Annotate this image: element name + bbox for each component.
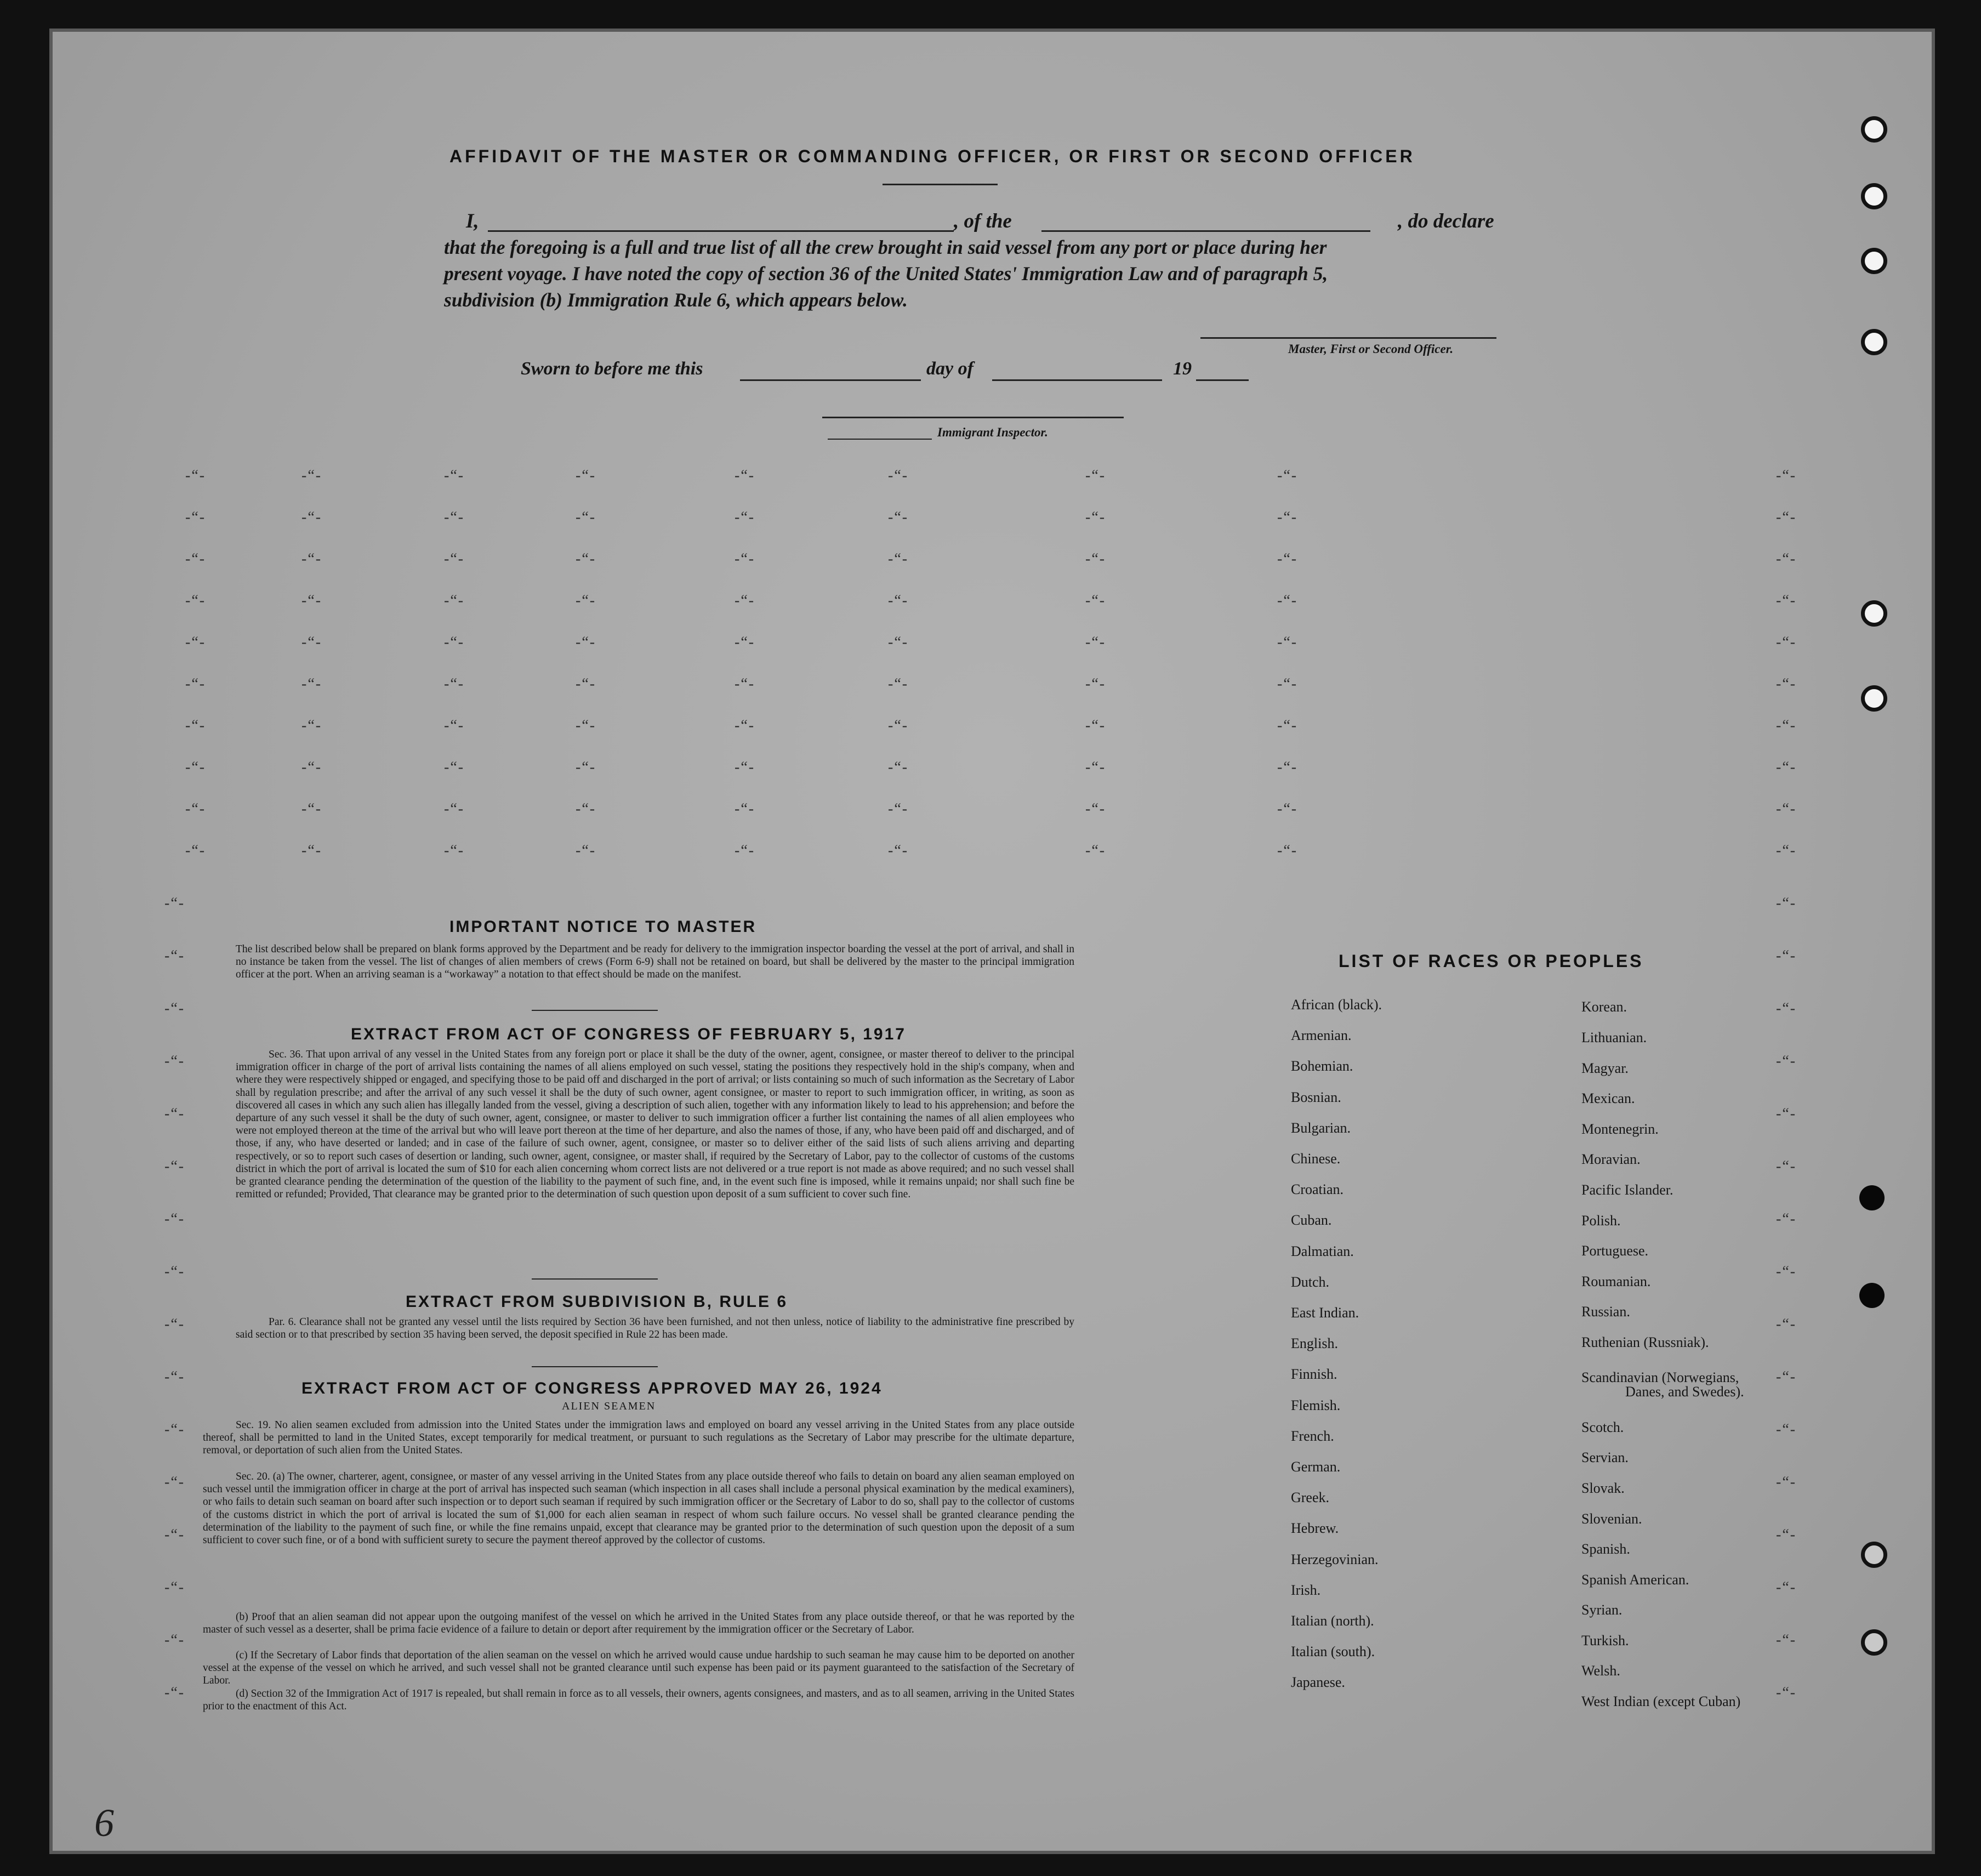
- ditto-mark: -“-: [1776, 592, 1797, 609]
- ditto-mark: -“-: [164, 1210, 185, 1227]
- ditto-mark: -“-: [185, 592, 206, 609]
- ditto-mark: -“-: [576, 675, 596, 692]
- ditto-mark: -“-: [444, 675, 465, 692]
- ditto-mark: -“-: [1085, 592, 1106, 609]
- ditto-mark: -“-: [1776, 1421, 1797, 1438]
- ditto-mark: -“-: [444, 509, 465, 526]
- race-item: Bosnian.: [1291, 1089, 1341, 1105]
- ditto-mark: -“-: [888, 675, 909, 692]
- ditto-mark: -“-: [164, 1421, 185, 1438]
- race-item: Portuguese.: [1581, 1243, 1649, 1259]
- ditto-mark: -“-: [301, 550, 322, 567]
- ditto-mark: -“-: [576, 467, 596, 484]
- ditto-mark: -“-: [164, 1579, 185, 1596]
- ditto-mark: -“-: [1776, 1474, 1797, 1491]
- ditto-mark: -“-: [1776, 947, 1797, 964]
- ditto-mark: -“-: [301, 592, 322, 609]
- affidavit-of-the: , of the: [954, 210, 1012, 232]
- ditto-mark: -“-: [576, 842, 596, 859]
- race-item: Chinese.: [1291, 1151, 1341, 1167]
- race-item: Slovenian.: [1581, 1511, 1642, 1527]
- ditto-mark: -“-: [735, 592, 755, 609]
- race-item: West Indian (except Cuban): [1581, 1693, 1741, 1709]
- race-item: Spanish.: [1581, 1541, 1630, 1557]
- ditto-mark: -“-: [1085, 717, 1106, 734]
- ditto-mark: -“-: [444, 592, 465, 609]
- ditto-mark: -“-: [888, 717, 909, 734]
- ditto-mark: -“-: [444, 800, 465, 817]
- ditto-mark: -“-: [1776, 1631, 1797, 1648]
- ditto-mark: -“-: [1085, 634, 1106, 651]
- race-item: Italian (north).: [1291, 1613, 1374, 1629]
- ditto-mark: -“-: [1277, 675, 1298, 692]
- race-item: Danes, and Swedes).: [1625, 1384, 1744, 1400]
- ditto-mark: -“-: [735, 550, 755, 567]
- ditto-mark: -“-: [1085, 467, 1106, 484]
- inspector-prefix-line: [828, 439, 932, 440]
- ditto-mark: -“-: [1776, 1684, 1797, 1701]
- affidavit-line-2: that the foregoing is a full and true list of all the crew brought in said vessel from any port or place during her: [444, 236, 1327, 258]
- race-item: Bulgarian.: [1291, 1119, 1351, 1136]
- affidavit-line-3: present voyage. I have noted the copy of section 36 of the United States' Immigration Law and of paragraph 5,: [444, 263, 1328, 285]
- affidavit-title-underline: [883, 184, 998, 185]
- ditto-mark: -“-: [888, 800, 909, 817]
- ditto-mark: -“-: [1277, 634, 1298, 651]
- ditto-mark: -“-: [1776, 675, 1797, 692]
- ditto-mark: -“-: [1085, 842, 1106, 859]
- race-item: Polish.: [1581, 1213, 1621, 1229]
- ditto-mark: -“-: [301, 634, 322, 651]
- extract-1917-body: Sec. 36. That upon arrival of any vessel in the United States from any foreign port or place it shall be the duty of the owner, agent, consignee, or master thereof to deliver to the principal immigration officer in charge of the port of arrival lists containing the names of all aliens employed on such vessel, stating the positions they respectively hold in the ship's company, when and where they were respectively shipped or engaged, and specifying those to be paid off and discharged in the port of arrival; or lists containing so much of such information as the Secretary of Labor shall by regulation prescribe; and after the arrival of any such vessel it shall be the duty of such owner, agent consignee, or master to report to such immigration officer, in writing, as soon as discovered all cases in which any such alien has illegally landed from the vessel, giving a description of such alien, together with any information likely to lead to his apprehension; and before the departure of any such vessel it shall be the duty of such owner, agent, consignee, or master to deliver to such immigration officer a further list containing the names of all alien employees who were not employed thereon at the time of the arrival but who will leave port thereon at the time of her departure, and also the names of those, if any, who have been paid off and discharged, and of those, if any, who have deserted or landed; and in case of the failure of such owner, agent, consignee, or master so to deliver either of the said lists of such aliens arriving and departing respectively, or so to report such cases of desertion or landing, such owner, agent, consignee, or master shall, if required by the Secretary of Labor, pay to the collector of customs of the customs district in which the port of arrival is located the sum of $10 for each alien concerning whom correct lists are not delivered or a true report is not made as above required; and no such vessel shall be granted clearance pending the determination of the question of the liability to the payment of such fine, and, in the event such fine is imposed, while it remains unpaid; nor shall such fine be remitted or refunded; Provided, That clearance may be granted prior to the determination of such question upon deposit of a sum sufficient to cover such fine.: [236, 1049, 1074, 1201]
- ditto-mark: -“-: [1776, 634, 1797, 651]
- race-item: Welsh.: [1581, 1663, 1620, 1679]
- ditto-mark: -“-: [1277, 759, 1298, 776]
- manifest-sheet: [49, 29, 1935, 1854]
- affidavit-name-blank[interactable]: [488, 230, 954, 232]
- binder-hole-5: [1861, 600, 1887, 627]
- ditto-mark: -“-: [888, 759, 909, 776]
- inspector-caption: Immigrant Inspector.: [937, 425, 1048, 439]
- ditto-mark: -“-: [164, 1053, 185, 1070]
- extract-1924-title: EXTRACT FROM ACT OF CONGRESS APPROVED MAY 26, 1924: [301, 1379, 883, 1397]
- binder-hole-7: [1859, 1185, 1885, 1210]
- ditto-mark: -“-: [735, 634, 755, 651]
- ditto-mark: -“-: [1085, 675, 1106, 692]
- ditto-mark: -“-: [164, 947, 185, 964]
- race-item: Spanish American.: [1581, 1572, 1689, 1588]
- ditto-mark: -“-: [1277, 717, 1298, 734]
- affidavit-vessel-blank[interactable]: [1041, 230, 1370, 232]
- affidavit-title: AFFIDAVIT OF THE MASTER OR COMMANDING OFFICER, OR FIRST OR SECOND OFFICER: [449, 146, 1415, 166]
- master-signature-line[interactable]: [1200, 337, 1496, 339]
- ditto-mark: -“-: [164, 895, 185, 912]
- ditto-mark: -“-: [1776, 842, 1797, 859]
- ditto-mark: -“-: [1085, 550, 1106, 567]
- extract-1924-sec20d: (d) Section 32 of the Immigration Act of 1917 is repealed, but shall remain in force as to all vessels, their owners, agents consignees, and masters, and as to all seamen, arriving in the United States prior to the enactment of this Act.: [203, 1688, 1074, 1713]
- ditto-mark: -“-: [576, 509, 596, 526]
- race-item: Japanese.: [1291, 1674, 1345, 1691]
- ditto-mark: -“-: [1776, 550, 1797, 567]
- binder-hole-1: [1861, 116, 1887, 143]
- ditto-mark: -“-: [301, 509, 322, 526]
- binder-hole-8: [1859, 1283, 1885, 1308]
- affidavit-line-4: subdivision (b) Immigration Rule 6, which appears below.: [444, 289, 908, 311]
- ditto-mark: -“-: [1776, 467, 1797, 484]
- extract-1924-sec20c: (c) If the Secretary of Labor finds that deportation of the alien seaman on the vessel on which he arrived would cause undue hardship to such seaman he may cause him to be deported on another vessel at the expense of the vessel on which he arrived, and such vessel shall not be granted clearance until such expense has been paid or its payment guaranteed to the satisfaction of the Secretary of Labor.: [203, 1650, 1074, 1687]
- ditto-mark: -“-: [185, 800, 206, 817]
- race-item: Flemish.: [1291, 1397, 1341, 1413]
- ditto-mark: -“-: [576, 592, 596, 609]
- race-item: Korean.: [1581, 999, 1627, 1015]
- race-item: Greek.: [1291, 1490, 1330, 1506]
- race-item: Armenian.: [1291, 1027, 1352, 1044]
- race-item: Lithuanian.: [1581, 1030, 1647, 1045]
- race-item: Herzegovinian.: [1291, 1551, 1379, 1567]
- ditto-mark: -“-: [1085, 509, 1106, 526]
- race-item: Croatian.: [1291, 1181, 1344, 1198]
- ditto-mark: -“-: [1776, 1000, 1797, 1017]
- ditto-mark: -“-: [1277, 509, 1298, 526]
- extract-1924-sec20a: Sec. 20. (a) The owner, charterer, agent, consignee, or master of any vessel arriving in the United States from any place outside thereof who fails to detain on board any alien seaman employed on such vessel until the immigration officer in charge at the port of arrival has inspected such seaman (which inspection in all cases shall include a personal physical examination by the medical examiners), or who fails to detain such seaman on board after such inspection or to deport such seaman if required by such immigration officer or the Secretary of Labor to do so, shall pay to the collector of customs of the customs district in which the port of arrival is located the sum of $1,000 for each alien seaman in respect of whom such failure occurs. No vessel shall be granted clearance pending the determination of the liability to the payment of such fine, or while the fine remains unpaid, except that clearance may be granted prior to the determination of such question upon the deposit of a sum sufficient to cover such fine, or of a bond with sufficient surety to secure the payment thereof approved by the collector of customs.: [203, 1471, 1074, 1547]
- notice-body: The list described below shall be prepared on blank forms approved by the Department and be ready for delivery to the immigration inspector boarding the vessel at the port of arrival, and shall in no instance be taken from the vessel. The list of changes of alien members of crews (Form 6-9) shall not be retained on board, but shall be delivered by the master to the principal immigration officer at the port. When an arriving seaman is a “workaway” a notation to that effect should be made on the manifest.: [236, 943, 1074, 981]
- race-item: Irish.: [1291, 1582, 1321, 1598]
- notice-divider: [532, 1010, 658, 1011]
- ditto-mark: -“-: [1776, 1316, 1797, 1333]
- extract-1924-sec20b: (b) Proof that an alien seaman did not appear upon the outgoing manifest of the vessel on which he arrived in the United States from any place outside thereof, or that he was reported by the master of such vessel as a deserter, shall be prima facie evidence of a failure to detain or deport after requirement by the immigration officer or the Secretary of Labor.: [203, 1611, 1074, 1636]
- ditto-mark: -“-: [301, 717, 322, 734]
- extract-1924-subtitle: ALIEN SEAMEN: [562, 1400, 656, 1412]
- ditto-mark: -“-: [1776, 1368, 1797, 1385]
- ditto-mark: -“-: [576, 550, 596, 567]
- race-item: French.: [1291, 1428, 1334, 1444]
- ditto-mark: -“-: [185, 717, 206, 734]
- race-item: German.: [1291, 1459, 1341, 1475]
- binder-hole-9: [1861, 1542, 1887, 1568]
- race-item: Moravian.: [1581, 1151, 1641, 1167]
- sworn-year-blank[interactable]: [1196, 379, 1249, 381]
- extract-1917-title: EXTRACT FROM ACT OF CONGRESS OF FEBRUARY 5, 1917: [351, 1025, 906, 1043]
- ditto-mark: -“-: [1776, 717, 1797, 734]
- ditto-mark: -“-: [444, 467, 465, 484]
- race-item: Slovak.: [1581, 1480, 1625, 1496]
- ditto-mark: -“-: [444, 759, 465, 776]
- race-item: Ruthenian (Russniak).: [1581, 1334, 1709, 1350]
- ditto-mark: -“-: [185, 759, 206, 776]
- ditto-mark: -“-: [444, 550, 465, 567]
- ditto-mark: -“-: [1277, 550, 1298, 567]
- ditto-mark: -“-: [735, 800, 755, 817]
- ditto-mark: -“-: [164, 1684, 185, 1701]
- race-item: Turkish.: [1581, 1633, 1629, 1648]
- ditto-mark: -“-: [576, 800, 596, 817]
- ditto-mark: -“-: [1277, 842, 1298, 859]
- master-caption: Master, First or Second Officer.: [1288, 342, 1454, 356]
- year-prefix: 19: [1173, 359, 1192, 379]
- ditto-mark: -“-: [164, 1158, 185, 1175]
- race-item: Roumanian.: [1581, 1274, 1651, 1289]
- ditto-mark: -“-: [1277, 467, 1298, 484]
- ditto-mark: -“-: [185, 842, 206, 859]
- race-item: Syrian.: [1581, 1602, 1623, 1618]
- affidavit-i-label: I,: [466, 210, 479, 232]
- binder-hole-6: [1861, 685, 1887, 712]
- ditto-mark: -“-: [735, 467, 755, 484]
- ditto-mark: -“-: [735, 509, 755, 526]
- ditto-mark: -“-: [185, 550, 206, 567]
- ditto-mark: -“-: [301, 842, 322, 859]
- race-item: Pacific Islander.: [1581, 1182, 1673, 1198]
- ditto-mark: -“-: [1776, 895, 1797, 912]
- binder-hole-4: [1861, 329, 1887, 355]
- ditto-mark: -“-: [1776, 759, 1797, 776]
- ditto-mark: -“-: [444, 717, 465, 734]
- ditto-mark: -“-: [164, 1368, 185, 1385]
- corner-number: 6: [94, 1801, 114, 1845]
- ditto-mark: -“-: [164, 1105, 185, 1122]
- ditto-mark: -“-: [1277, 592, 1298, 609]
- ditto-mark: -“-: [164, 1474, 185, 1491]
- ditto-mark: -“-: [1776, 1105, 1797, 1122]
- ditto-mark: -“-: [301, 759, 322, 776]
- sworn-month-blank[interactable]: [992, 379, 1162, 381]
- ditto-mark: -“-: [1776, 1053, 1797, 1070]
- ditto-mark: -“-: [888, 842, 909, 859]
- race-item: Russian.: [1581, 1304, 1630, 1320]
- notice-title: IMPORTANT NOTICE TO MASTER: [449, 918, 757, 936]
- extract-rule6-body: Par. 6. Clearance shall not be granted any vessel until the lists required by Section 36 have been furnished, and not then unless, notice of liability to the administrative fine prescribed by said section or to that prescribed by section 35 having been served, the deposit specified in Rule 22 has been made.: [236, 1316, 1074, 1341]
- binder-hole-3: [1861, 248, 1887, 274]
- ditto-mark: -“-: [164, 1526, 185, 1543]
- ditto-mark: -“-: [888, 467, 909, 484]
- ditto-mark: -“-: [888, 592, 909, 609]
- ditto-mark: -“-: [1776, 1526, 1797, 1543]
- extract-1917-divider: [532, 1278, 658, 1280]
- ditto-mark: -“-: [185, 509, 206, 526]
- ditto-mark: -“-: [185, 634, 206, 651]
- ditto-mark: -“-: [1776, 1263, 1797, 1280]
- ditto-mark: -“-: [735, 759, 755, 776]
- ditto-mark: -“-: [164, 1000, 185, 1017]
- race-item: Scotch.: [1581, 1419, 1624, 1435]
- race-item: Hebrew.: [1291, 1520, 1339, 1537]
- race-item: English.: [1291, 1335, 1338, 1352]
- ditto-mark: -“-: [185, 675, 206, 692]
- ditto-mark: -“-: [576, 717, 596, 734]
- race-item: Dutch.: [1291, 1274, 1330, 1290]
- ditto-mark: -“-: [444, 634, 465, 651]
- ditto-mark: -“-: [301, 675, 322, 692]
- race-item: Scandinavian (Norwegians,: [1581, 1369, 1739, 1385]
- ditto-mark: -“-: [1776, 1579, 1797, 1596]
- sworn-day-blank[interactable]: [740, 379, 921, 381]
- race-item: Mexican.: [1581, 1090, 1635, 1106]
- ditto-mark: -“-: [1085, 759, 1106, 776]
- race-item: Finnish.: [1291, 1366, 1337, 1383]
- ditto-mark: -“-: [1776, 800, 1797, 817]
- race-item: Magyar.: [1581, 1060, 1629, 1076]
- extract-rule6-divider: [532, 1366, 658, 1367]
- sworn-label: Sworn to before me this: [521, 359, 703, 379]
- race-item: African (black).: [1291, 997, 1382, 1013]
- ditto-mark: -“-: [888, 634, 909, 651]
- ditto-mark: -“-: [1776, 509, 1797, 526]
- ditto-mark: -“-: [1085, 800, 1106, 817]
- ditto-mark: -“-: [735, 675, 755, 692]
- races-title: LIST OF RACES OR PEOPLES: [1339, 951, 1644, 971]
- affidavit-do-declare: , do declare: [1398, 210, 1494, 232]
- ditto-mark: -“-: [1277, 800, 1298, 817]
- ditto-mark: -“-: [576, 634, 596, 651]
- binder-hole-2: [1861, 183, 1887, 209]
- ditto-mark: -“-: [888, 509, 909, 526]
- ditto-mark: -“-: [1776, 1210, 1797, 1227]
- ditto-mark: -“-: [164, 1263, 185, 1280]
- day-of-label: day of: [926, 359, 974, 379]
- ditto-mark: -“-: [576, 759, 596, 776]
- ditto-mark: -“-: [301, 467, 322, 484]
- inspector-signature-line[interactable]: [822, 417, 1124, 418]
- ditto-mark: -“-: [164, 1316, 185, 1333]
- ditto-mark: -“-: [301, 800, 322, 817]
- race-item: Montenegrin.: [1581, 1121, 1659, 1137]
- ditto-mark: -“-: [164, 1631, 185, 1648]
- extract-1924-sec19: Sec. 19. No alien seamen excluded from admission into the United States under the immigration laws and employed on board any vessel arriving in the United States from any place outside thereof, shall be permitted to land in the United States, except temporarily for medical treatment, or pursuant to such regulations as the Secretary of Labor may prescribe for the ultimate departure, removal, or deportation of such alien from the United States.: [203, 1419, 1074, 1457]
- race-item: Dalmatian.: [1291, 1243, 1354, 1259]
- ditto-mark: -“-: [735, 717, 755, 734]
- ditto-mark: -“-: [185, 467, 206, 484]
- ditto-mark: -“-: [888, 550, 909, 567]
- ditto-mark: -“-: [735, 842, 755, 859]
- race-item: Bohemian.: [1291, 1058, 1353, 1075]
- extract-rule6-title: EXTRACT FROM SUBDIVISION B, RULE 6: [406, 1293, 788, 1311]
- binder-hole-10: [1861, 1629, 1887, 1656]
- race-item: East Indian.: [1291, 1305, 1359, 1321]
- race-item: Cuban.: [1291, 1212, 1332, 1229]
- race-item: Italian (south).: [1291, 1644, 1375, 1660]
- race-item: Servian.: [1581, 1449, 1629, 1465]
- ditto-mark: -“-: [1776, 1158, 1797, 1175]
- ditto-mark: -“-: [444, 842, 465, 859]
